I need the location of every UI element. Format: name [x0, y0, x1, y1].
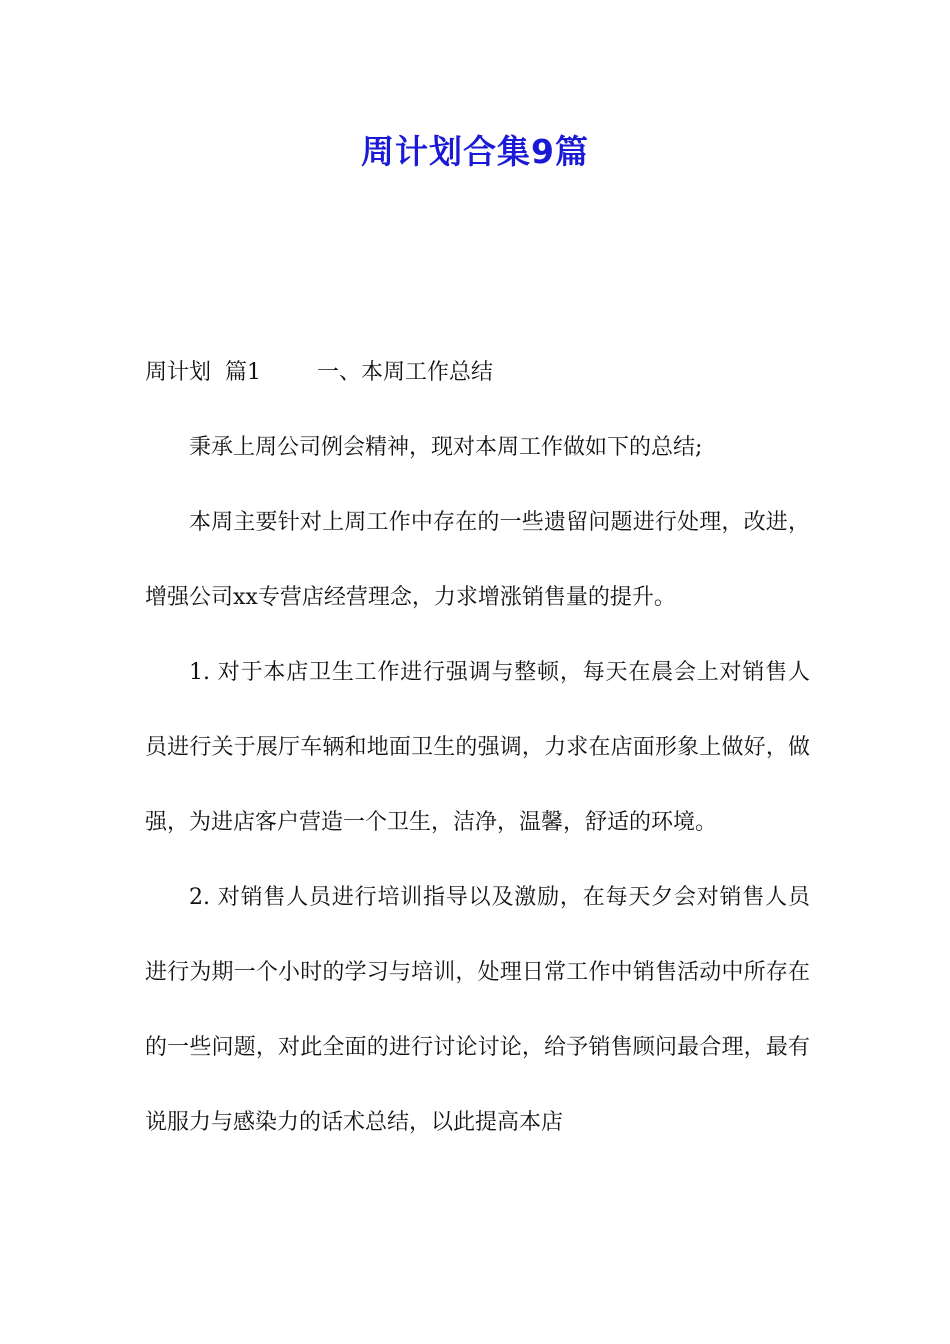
paragraph-item-2: 2. 对销售人员进行培训指导以及激励，在每天夕会对销售人员进行为期一个小时的学习与培训，处理日常工作中销售活动中所存在的一些问题，对此全面的进行讨论讨论，给予销售顾问最合理，最有说服力与感染力的话术总结，以此提高本店 [145, 885, 810, 1135]
document-body [145, 335, 810, 1160]
section-heading-line [145, 335, 810, 410]
paragraph-item-1: 1. 对于本店卫生工作进行强调与整顿，每天在晨会上对销售人员进行关于展厅车辆和地面卫生的强调，力求在店面形象上做好，做强，为进店客户营造一个卫生，洁净，温馨，舒适的环境。 [145, 660, 810, 835]
section-heading: 一、本周工作总结 [316, 360, 493, 385]
paragraph-summary: 本周主要针对上周工作中存在的一些遗留问题进行处理，改进，增强公司xx专营店经营理念，力求增涨销售量的提升。 [145, 510, 810, 610]
paragraph-intro: 秉承上周公司例会精神，现对本周工作做如下的总结; [189, 435, 703, 460]
document-title: 周计划合集9篇 [361, 132, 589, 171]
section-label: 周计划 篇1 [145, 360, 261, 385]
